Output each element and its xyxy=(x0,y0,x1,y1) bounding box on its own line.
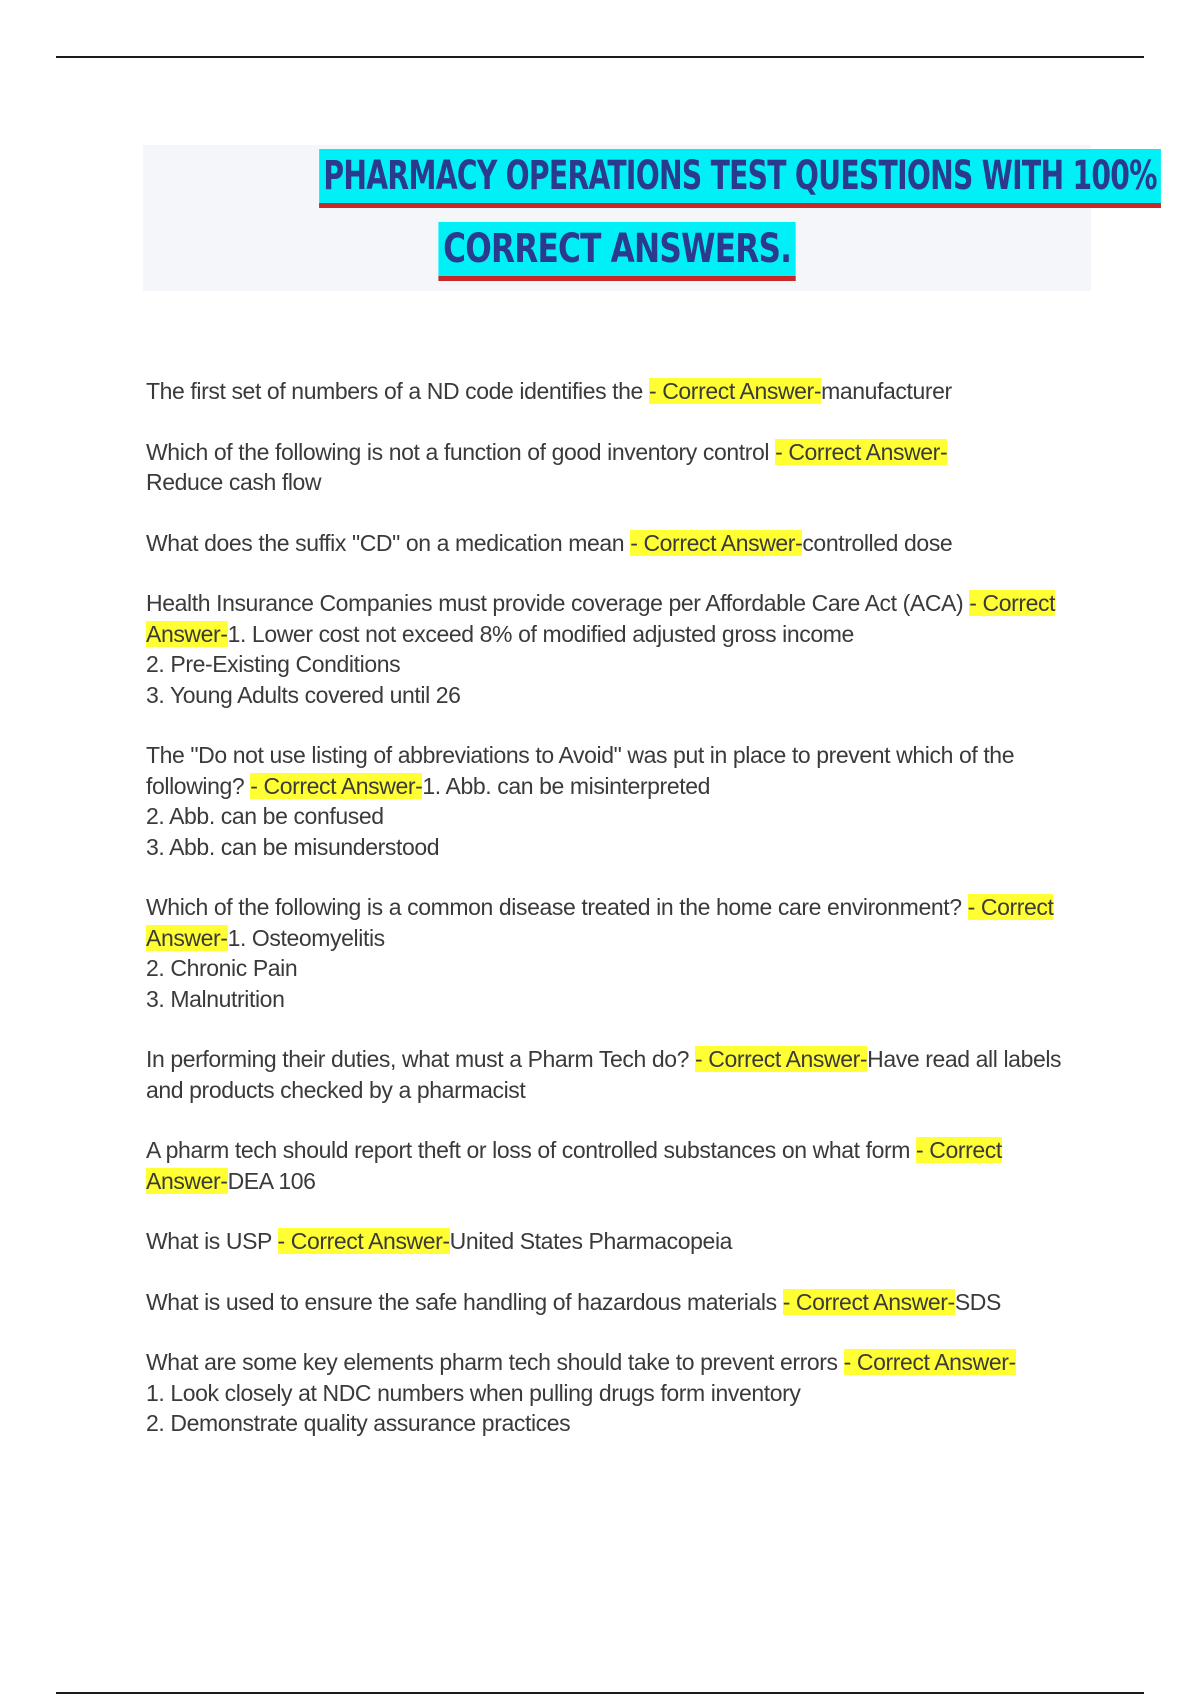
correct-answer-marker: - Correct Answer- xyxy=(146,1137,1002,1194)
question-text: What are some key elements pharm tech should take to prevent errors xyxy=(146,1349,844,1375)
qa-item xyxy=(146,1287,1086,1318)
title-banner xyxy=(143,145,1157,291)
answer-text: 3. Malnutrition xyxy=(146,985,285,1012)
qa-item xyxy=(146,1347,1086,1439)
question-text: Which of the following is a common disease treated in the home care environment? xyxy=(146,894,968,920)
answer-text: 2. Chronic Pain xyxy=(146,955,298,981)
question-text: The first set of numbers of a ND code identifies the xyxy=(146,378,649,404)
question-text: What is used to ensure the safe handling of hazardous materials xyxy=(146,1288,783,1315)
answer-text: Have read all labels and products checked by a pharmacist xyxy=(146,1046,1062,1103)
correct-answer-marker: - Correct Answer- xyxy=(146,590,1056,647)
bottom-rule xyxy=(56,1692,1144,1694)
answer-text: SDS xyxy=(954,1288,1001,1315)
answer-text: DEA 106 xyxy=(227,1167,316,1194)
answer-text: 1. Abb. can be misinterpreted xyxy=(422,772,710,799)
page-title-line-1: PHARMACY OPERATIONS TEST QUESTIONS WITH 100% xyxy=(319,149,1161,208)
correct-answer-marker: - Correct Answer- xyxy=(250,772,423,799)
answer-text: United States Pharmacopeia xyxy=(449,1228,733,1254)
page-title-line-2: CORRECT ANSWERS. xyxy=(438,222,796,281)
correct-answer-marker: - Correct Answer- xyxy=(146,894,1054,951)
answer-text: 2. Pre-Existing Conditions xyxy=(146,651,401,677)
question-text: Which of the following is not a function of good inventory control xyxy=(146,438,776,465)
question-text: The "Do not use listing of abbreviations to Avoid" was put in place to prevent which of the following? xyxy=(146,742,1015,799)
correct-answer-marker: - Correct Answer- xyxy=(782,1288,955,1315)
answer-text: Reduce cash flow xyxy=(146,469,322,495)
answer-text: 3. Young Adults covered until 26 xyxy=(146,681,461,708)
question-text: In performing their duties, what must a Pharm Tech do? xyxy=(146,1046,696,1072)
correct-answer-marker: - Correct Answer- xyxy=(695,1046,868,1072)
correct-answer-marker: - Correct Answer- xyxy=(648,378,822,404)
question-text: Health Insurance Companies must provide coverage per Affordable Care Act (ACA) xyxy=(146,590,970,616)
question-text: A pharm tech should report theft or loss of controlled substances on what form xyxy=(146,1137,916,1163)
correct-answer-marker: - Correct Answer- xyxy=(277,1228,450,1254)
answer-text: 1. Look closely at NDC numbers when pulling drugs form inventory xyxy=(146,1379,801,1406)
answer-text: manufacturer xyxy=(821,378,952,404)
qa-item xyxy=(146,437,1086,498)
qa-item xyxy=(146,588,1086,710)
qa-item xyxy=(146,376,1086,407)
answer-text: 3. Abb. can be misunderstood xyxy=(146,833,440,860)
top-rule xyxy=(56,56,1144,58)
answer-text: 2. Abb. can be confused xyxy=(146,803,384,829)
correct-answer-marker: - Correct Answer- xyxy=(775,438,948,465)
question-text: What is USP xyxy=(146,1228,278,1254)
qa-item xyxy=(146,892,1086,1014)
correct-answer-marker: - Correct Answer- xyxy=(630,529,803,556)
qa-item xyxy=(146,528,1086,559)
answer-text: controlled dose xyxy=(802,529,953,556)
answer-text: 1. Osteomyelitis xyxy=(227,924,385,951)
qa-item xyxy=(146,1044,1086,1105)
qa-item xyxy=(146,1226,1086,1257)
question-text: What does the suffix "CD" on a medication mean xyxy=(146,529,631,556)
qa-item xyxy=(146,740,1086,862)
answer-text: 1. Lower cost not exceed 8% of modified adjusted gross income xyxy=(227,620,854,647)
correct-answer-marker: - Correct Answer- xyxy=(843,1349,1016,1375)
answer-text: 2. Demonstrate quality assurance practices xyxy=(146,1410,571,1436)
qa-list xyxy=(146,376,1086,1469)
qa-item xyxy=(146,1135,1086,1196)
